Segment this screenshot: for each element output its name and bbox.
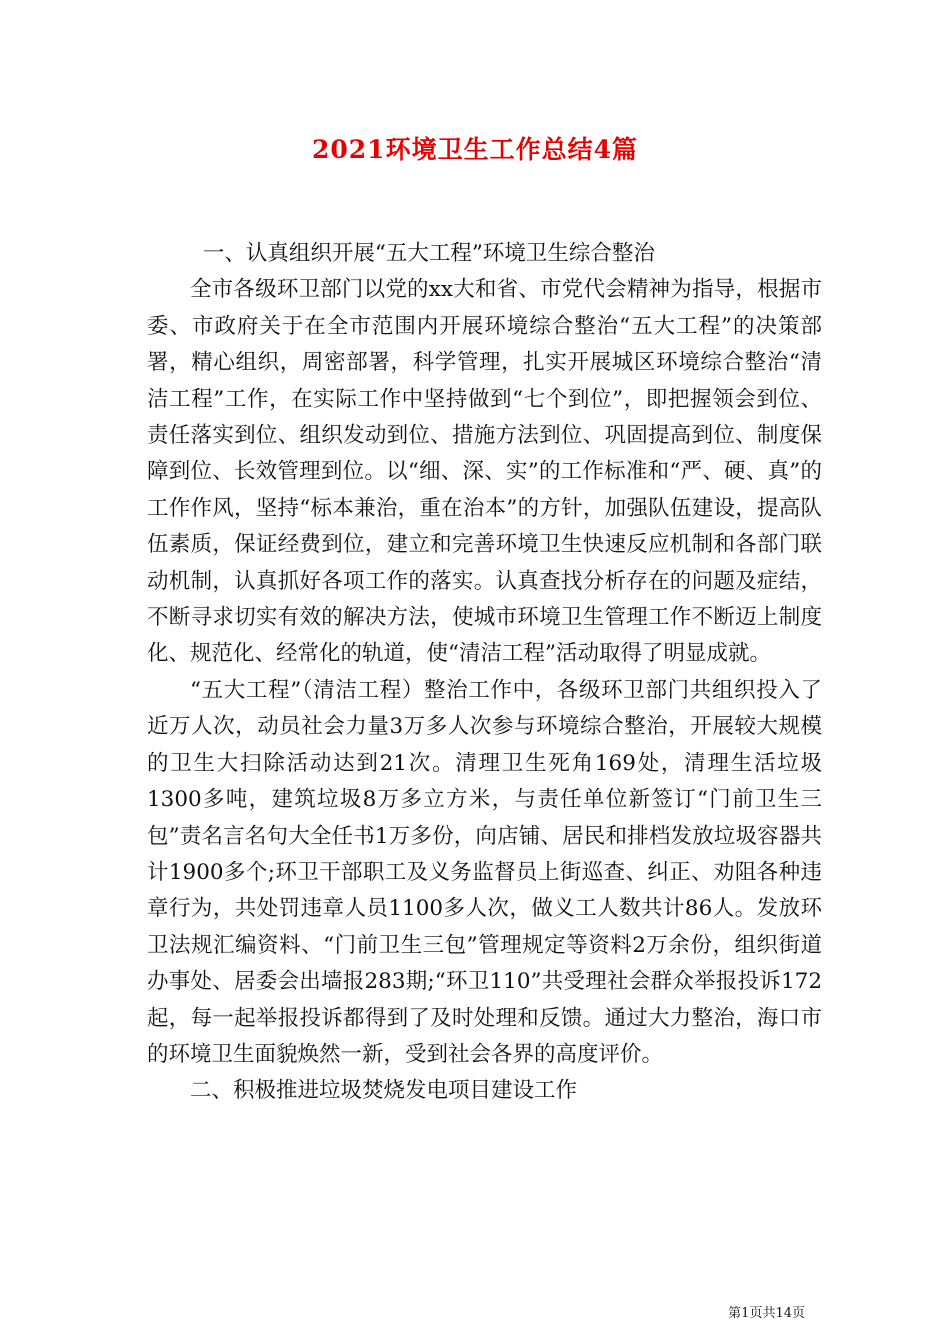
page-number: 第1页共14页	[728, 1306, 805, 1321]
section-heading-2: 二、积极推进垃圾焚烧发电项目建设工作	[190, 1078, 578, 1104]
section-heading-1: 一、认真组织开展“五大工程”环境卫生综合整治	[202, 241, 655, 266]
paragraph-2: “五大工程”（清洁工程）整治工作中，各级环卫部门共组织投入了近万人次，动员社会力量3万多人次参与环境综合整治，开展较大规模的卫生大扫除活动达到21次。清理卫生死角169处，清理生活垃圾1300多吨，建筑垃圾8万多立方米，与责任单位新签订“门前卫生三包”责名言名句大全任书1万多份，向店铺、居民和排档发放垃圾容器共计1900多个;环卫干部职工及义务监督员上街巡查、纠正、劝阻各种违章行为，共处罚违章人员1100多人次，做义工人数共计86人。发放环卫法规汇编资料、“门前卫生三包”管理规定等资料2万余份，组织街道办事处、居委会出墙报283期;“环卫110”共受理社会群众举报投诉172起，每一起举报投诉都得到了及时处理和反馈。通过大力整治，海口市的环境卫生面貌焕然一新，受到社会各界的高度评价。	[147, 677, 822, 1067]
paragraph-1: 全市各级环卫部门以党的xx大和省、市党代会精神为指导，根据市委、市政府关于在全市范围内开展环境综合整治“五大工程”的决策部署，精心组织，周密部署，科学管理，扎实开展城区环境综合整治“清洁工程”工作，在实际工作中坚持做到“七个到位”，即把握领会到位、责任落实到位、组织发动到位、措施方法到位、巩固提高到位、制度保障到位、长效管理到位。以“细、深、实”的工作标准和“严、硬、真”的工作作风，坚持“标本兼治，重在治本”的方针，加强队伍建设，提高队伍素质，保证经费到位，建立和完善环境卫生快速反应机制和各部门联动机制，认真抓好各项工作的落实。认真查找分析存在的问题及症结，不断寻求切实有效的解决方法，使城市环境卫生管理工作不断迈上制度化、规范化、经常化的轨道，使“清洁工程”活动取得了明显成就。	[147, 277, 822, 667]
document-body	[147, 236, 822, 1110]
document-title: 2021环境卫生工作总结4篇	[312, 135, 638, 164]
